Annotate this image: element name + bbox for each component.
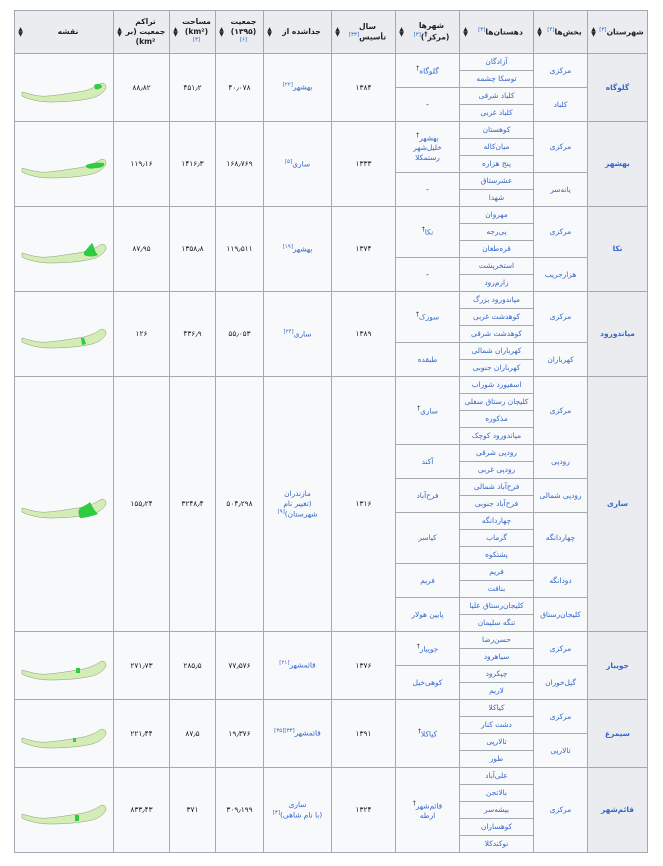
map-cell[interactable]	[15, 768, 114, 853]
counties-table	[14, 10, 648, 853]
map-cell[interactable]	[15, 632, 114, 700]
map-cell[interactable]	[15, 122, 114, 207]
county-name[interactable]: نکا	[588, 207, 648, 292]
dehestan-cell[interactable]: اسفیورد شوراب	[460, 377, 534, 394]
density-cell: ۲۷۱٫۷۳	[114, 632, 170, 700]
district-cell[interactable]: رودپی شمالی	[534, 479, 588, 513]
district-cell[interactable]: مرکزی	[534, 207, 588, 258]
dehestan-cell[interactable]: دشت کنار	[460, 717, 534, 734]
area-cell: ۴۳۶٫۹	[170, 292, 216, 377]
table-row	[15, 768, 648, 785]
dehestan-cell[interactable]: کلباد غربی	[460, 105, 534, 122]
district-cell[interactable]: تالارپی	[534, 734, 588, 768]
city-cell[interactable]: آکند	[396, 445, 460, 479]
dehestan-cell[interactable]: مذکوره	[460, 411, 534, 428]
city-cell[interactable]: قائم‌شهر† ارطه	[396, 768, 460, 853]
sort-icon[interactable]: ▲ ▼	[267, 26, 272, 38]
city-cell[interactable]: ساری†	[396, 377, 460, 445]
table-row	[15, 54, 648, 71]
district-cell[interactable]: مرکزی	[534, 377, 588, 445]
header-districts[interactable]: بخش‌ها[۴] ▲ ▼	[534, 11, 588, 54]
population-cell: ۱۹٫۳۷۶	[216, 700, 264, 768]
dehestan-cell[interactable]: کهرباران شمالی	[460, 343, 534, 360]
county-name[interactable]: سیمرغ	[588, 700, 648, 768]
table-row	[15, 377, 648, 394]
density-cell: ۱۲۶	[114, 292, 170, 377]
dehestan-cell[interactable]: لاریم	[460, 683, 534, 700]
counties-table-wrapper	[14, 10, 647, 853]
separated-cell[interactable]: ساری[۵]	[264, 122, 332, 207]
dehestan-cell[interactable]: کلباد شرقی	[460, 88, 534, 105]
dehestan-cell[interactable]: نوکندکلا	[460, 836, 534, 853]
dehestan-cell[interactable]: میاندورود بزرگ	[460, 292, 534, 309]
population-cell: ۵۵٫۰۵۳	[216, 292, 264, 377]
city-cell[interactable]: کیاسر	[396, 513, 460, 564]
sort-icon[interactable]: ▲ ▼	[18, 26, 23, 38]
founded-cell: ۱۳۱۶	[332, 377, 396, 632]
dehestan-cell[interactable]: فرح‌آباد جنوبی	[460, 496, 534, 513]
sort-icon[interactable]: ▲ ▼	[399, 26, 404, 38]
city-cell[interactable]: گلوگاه†	[396, 54, 460, 88]
sort-icon[interactable]: ▲ ▼	[537, 26, 542, 38]
header-row	[15, 11, 648, 54]
map-cell[interactable]	[15, 207, 114, 292]
district-cell[interactable]: رودپی	[534, 445, 588, 479]
dehestan-cell[interactable]: میان‌کاله	[460, 139, 534, 156]
county-name[interactable]: قائم‌شهر	[588, 768, 648, 853]
dehestan-cell[interactable]: شهدا	[460, 190, 534, 207]
city-cell[interactable]: کوهی‌خیل	[396, 666, 460, 700]
map-cell[interactable]	[15, 54, 114, 122]
dehestan-cell[interactable]: عشرستاق	[460, 173, 534, 190]
header-separated[interactable]: جداشده از ▲ ▼	[264, 11, 332, 54]
dehestan-cell[interactable]: تنگه سلیمان	[460, 615, 534, 632]
dehestan-cell[interactable]: زارم‌رود	[460, 275, 534, 292]
district-cell[interactable]: دودانگه	[534, 564, 588, 598]
dehestan-cell[interactable]: تالارپی	[460, 734, 534, 751]
dehestan-cell[interactable]: قره‌طغان	[460, 241, 534, 258]
table-row	[15, 700, 648, 717]
separated-cell[interactable]: مازندران (تغییر نام شهرستان)[۹]	[264, 377, 332, 632]
density-cell: ۸۸٫۸۲	[114, 54, 170, 122]
district-cell[interactable]: گیل‌خوران	[534, 666, 588, 700]
county-map-icon[interactable]	[20, 318, 108, 350]
dehestan-cell[interactable]: کهرباران جنوبی	[460, 360, 534, 377]
district-cell[interactable]: مرکزی	[534, 122, 588, 173]
density-cell: ۱۱۹٫۱۶	[114, 122, 170, 207]
county-map-icon[interactable]	[20, 233, 108, 265]
city-cell[interactable]: جویبار†	[396, 632, 460, 666]
sort-icon[interactable]: ▲ ▼	[173, 26, 178, 38]
city-cell[interactable]: پایین هولار	[396, 598, 460, 632]
county-map-icon[interactable]	[20, 72, 108, 104]
county-name[interactable]: گلوگاه	[588, 54, 648, 122]
separated-cell[interactable]: قائمشهر[۲۱]	[264, 632, 332, 700]
city-cell[interactable]: فریم	[396, 564, 460, 598]
separated-cell[interactable]: ساری (با نام شاهی)[۳]	[264, 768, 332, 853]
founded-cell: ۱۳۹۱	[332, 700, 396, 768]
city-cell[interactable]: طبقده	[396, 343, 460, 377]
district-cell[interactable]: یانه‌سر	[534, 173, 588, 207]
sort-icon[interactable]: ▲ ▼	[219, 26, 224, 38]
county-name[interactable]: بهشهر	[588, 122, 648, 207]
dehestan-cell[interactable]: چپکرود	[460, 666, 534, 683]
founded-cell: ۱۳۲۴	[332, 768, 396, 853]
city-cell: -	[396, 88, 460, 122]
header-area[interactable]: مساحت (km²) [۳] ▲ ▼	[170, 11, 216, 54]
dehestan-cell[interactable]: مهروان	[460, 207, 534, 224]
sort-icon[interactable]: ▲ ▼	[117, 26, 122, 38]
population-cell: ۷۷٫۵۷۶	[216, 632, 264, 700]
area-cell: ۴۵۱٫۲	[170, 54, 216, 122]
dehestan-cell[interactable]: توسکا چشمه	[460, 71, 534, 88]
dehestan-cell[interactable]: بالاتجن	[460, 785, 534, 802]
header-population[interactable]: جمعیت (۱۳۹۵) [۶] ▲ ▼	[216, 11, 264, 54]
city-cell[interactable]: کیاکلا†	[396, 700, 460, 768]
dehestan-cell[interactable]: استخرپشت	[460, 258, 534, 275]
area-cell: ۸۷٫۵	[170, 700, 216, 768]
separated-cell[interactable]: بهشهر[۱۹]	[264, 207, 332, 292]
dehestan-cell[interactable]: علی‌آباد	[460, 768, 534, 785]
population-cell: ۳۰۹٫۱۹۹	[216, 768, 264, 853]
dehestan-cell[interactable]: پنج هزاره	[460, 156, 534, 173]
area-cell: ۱۳۵۸٫۸	[170, 207, 216, 292]
county-map-icon[interactable]	[20, 148, 108, 180]
table-row	[15, 632, 648, 649]
district-cell[interactable]: چهاردانگه	[534, 513, 588, 564]
district-cell[interactable]: مرکزی	[534, 292, 588, 343]
header-county[interactable]: شهرستان[۳] ▲ ▼	[588, 11, 648, 54]
area-cell: ۲۸۵٫۵	[170, 632, 216, 700]
header-cities[interactable]: شهرها (مرکز†)[۳] ▲ ▼	[396, 11, 460, 54]
density-cell: ۱۵۵٫۲۴	[114, 377, 170, 632]
city-cell[interactable]: بهشهر† خلیل‌شهر رستمکلا	[396, 122, 460, 173]
county-name[interactable]: ساری	[588, 377, 648, 632]
separated-cell[interactable]: بهشهر[۲۲]	[264, 54, 332, 122]
founded-cell: ۱۳۸۹	[332, 292, 396, 377]
dehestan-cell[interactable]: فرح‌آباد شمالی	[460, 479, 534, 496]
county-map-icon[interactable]	[20, 718, 108, 750]
dehestan-cell[interactable]: رودپی غربی	[460, 462, 534, 479]
density-cell: ۸۳۳٫۴۳	[114, 768, 170, 853]
population-cell: ۱۶۸٫۷۶۹	[216, 122, 264, 207]
dehestan-cell[interactable]: حسن‌رضا	[460, 632, 534, 649]
district-cell[interactable]: مرکزی	[534, 768, 588, 853]
city-cell: -	[396, 173, 460, 207]
dehestan-cell[interactable]: بنافت	[460, 581, 534, 598]
district-cell[interactable]: مرکزی	[534, 54, 588, 88]
county-name[interactable]: میاندورود	[588, 292, 648, 377]
district-cell[interactable]: مرکزی	[534, 632, 588, 666]
density-cell: ۸۷٫۹۵	[114, 207, 170, 292]
dehestan-cell[interactable]: کوهدشت غربی	[460, 309, 534, 326]
district-cell[interactable]: هزارجریب	[534, 258, 588, 292]
population-cell: ۱۱۹٫۵۱۱	[216, 207, 264, 292]
table-row	[15, 122, 648, 139]
founded-cell: ۱۳۷۶	[332, 632, 396, 700]
dehestan-cell[interactable]: کوهدشت شرقی	[460, 326, 534, 343]
header-dehestans[interactable]: دهستان‌ها[۳] ▲ ▼	[460, 11, 534, 54]
city-cell: -	[396, 258, 460, 292]
dehestan-cell[interactable]: کیاکلا	[460, 700, 534, 717]
dehestan-cell[interactable]: سیاهرود	[460, 649, 534, 666]
population-cell: ۵۰۴٫۲۹۸	[216, 377, 264, 632]
dehestan-cell[interactable]: بیشه‌سر	[460, 802, 534, 819]
dehestan-cell[interactable]: کوهساران	[460, 819, 534, 836]
district-cell[interactable]: کهرباران	[534, 343, 588, 377]
dehestan-cell[interactable]: گرماب	[460, 530, 534, 547]
founded-cell: ۱۳۷۴	[332, 207, 396, 292]
header-density[interactable]: تراکم جمعیت (بر km²) ▲ ▼	[114, 11, 170, 54]
header-founded[interactable]: سال تأسیس[۳۳] ▲ ▼	[332, 11, 396, 54]
county-map-icon[interactable]	[20, 794, 108, 826]
district-cell[interactable]: کلیجان‌رستاق	[534, 598, 588, 632]
dehestan-cell[interactable]: فریم	[460, 564, 534, 581]
city-cell[interactable]: نکا†	[396, 207, 460, 258]
dehestan-cell[interactable]: کلیجان رستاق سفلی	[460, 394, 534, 411]
area-cell: ۱۴۱۶٫۳	[170, 122, 216, 207]
dehestan-cell[interactable]: میاندورود کوچک	[460, 428, 534, 445]
dehestan-cell[interactable]: طور	[460, 751, 534, 768]
county-map-icon[interactable]	[20, 488, 108, 520]
map-cell[interactable]	[15, 377, 114, 632]
county-name[interactable]: جویبار	[588, 632, 648, 700]
header-map[interactable]: نقشه ▲ ▼	[15, 11, 114, 54]
dehestan-cell[interactable]: کوهستان	[460, 122, 534, 139]
dehestan-cell[interactable]: پی‌رجه	[460, 224, 534, 241]
sort-icon[interactable]: ▲ ▼	[591, 26, 596, 38]
table-row	[15, 207, 648, 224]
table-row	[15, 292, 648, 309]
population-cell: ۴۰٫۰۷۸	[216, 54, 264, 122]
separated-cell[interactable]: قائمشهر[۳۳][۳۵]	[264, 700, 332, 768]
dehestan-cell[interactable]: چهاردانگه	[460, 513, 534, 530]
city-cell[interactable]: سورک†	[396, 292, 460, 343]
area-cell: ۳۲۴۸٫۴	[170, 377, 216, 632]
map-cell[interactable]	[15, 292, 114, 377]
separated-cell[interactable]: ساری[۲۴]	[264, 292, 332, 377]
area-cell: ۳۷۱	[170, 768, 216, 853]
sort-icon[interactable]: ▲ ▼	[463, 26, 468, 38]
sort-icon[interactable]: ▲ ▼	[335, 26, 340, 38]
district-cell[interactable]: کلباد	[534, 88, 588, 122]
founded-cell: ۱۳۸۴	[332, 54, 396, 122]
founded-cell: ۱۳۳۳	[332, 122, 396, 207]
dehestan-cell[interactable]: رودپی شرقی	[460, 445, 534, 462]
dehestan-cell[interactable]: پشتکوه	[460, 547, 534, 564]
city-cell[interactable]: فرح‌آباد	[396, 479, 460, 513]
dehestan-cell[interactable]: آزادگان	[460, 54, 534, 71]
county-map-icon[interactable]	[20, 650, 108, 682]
district-cell[interactable]: مرکزی	[534, 700, 588, 734]
density-cell: ۲۲۱٫۴۴	[114, 700, 170, 768]
map-cell[interactable]	[15, 700, 114, 768]
dehestan-cell[interactable]: کلیجان‌رستاق علیا	[460, 598, 534, 615]
